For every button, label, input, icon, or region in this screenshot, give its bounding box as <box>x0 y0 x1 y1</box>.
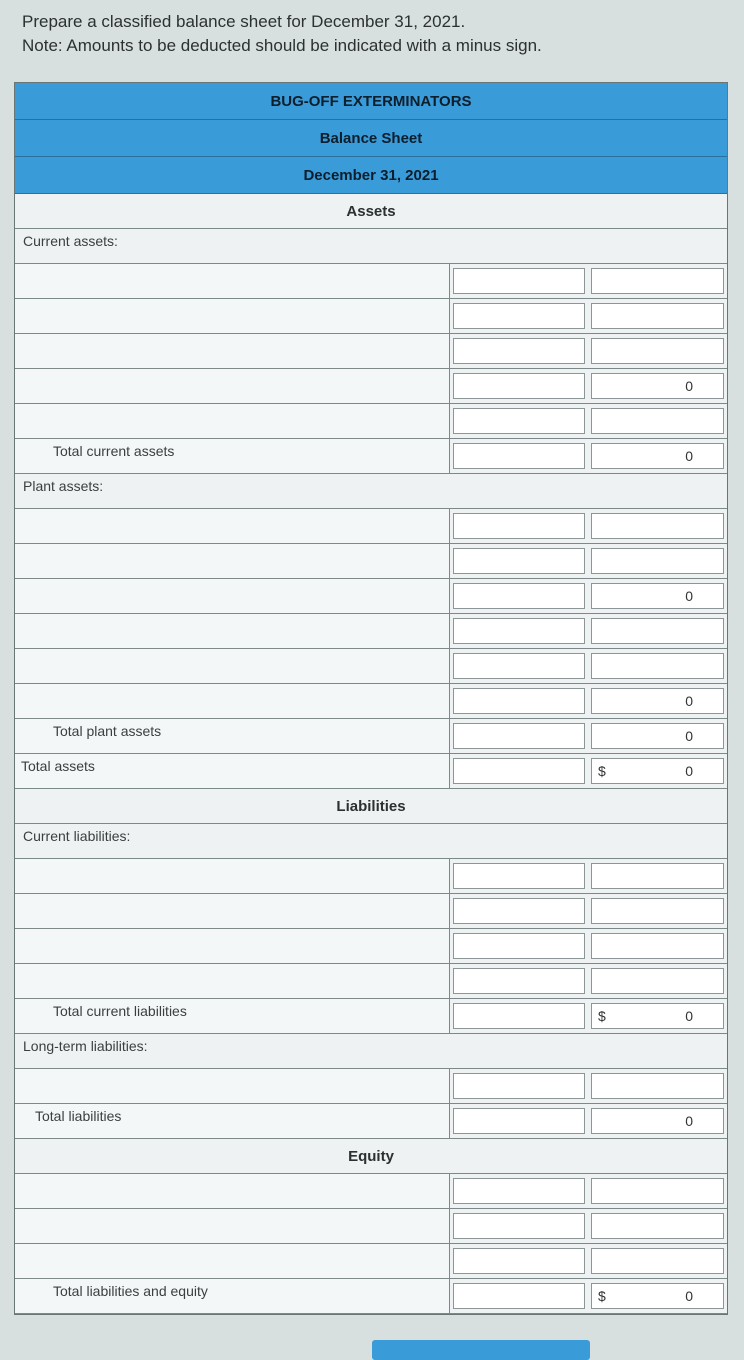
total-current-assets-value: 0 <box>685 448 693 464</box>
total-input[interactable] <box>591 268 724 294</box>
total-liabilities-value: 0 <box>685 1113 693 1129</box>
total-input[interactable] <box>591 443 724 469</box>
table-row <box>15 404 727 439</box>
account-input[interactable] <box>15 299 450 333</box>
total-input[interactable] <box>591 408 724 434</box>
table-row <box>15 264 727 299</box>
total-liabilities-and-equity-value: 0 <box>685 1288 693 1304</box>
total-input[interactable] <box>591 618 724 644</box>
table-row <box>15 1104 727 1139</box>
amount-input[interactable] <box>453 1283 585 1309</box>
amount-input[interactable] <box>453 338 585 364</box>
account-input[interactable] <box>15 334 450 368</box>
account-input[interactable] <box>15 404 450 438</box>
account-input[interactable] <box>15 859 450 893</box>
amount-input[interactable] <box>453 303 585 329</box>
total-current-assets-label: Total current assets <box>15 439 450 473</box>
account-input[interactable] <box>15 544 450 578</box>
table-row <box>15 509 727 544</box>
table-row <box>15 1209 727 1244</box>
total-input[interactable] <box>591 723 724 749</box>
amount-input[interactable] <box>453 1178 585 1204</box>
label-current-assets: Current assets: <box>15 229 727 264</box>
account-input[interactable] <box>15 1209 450 1243</box>
total-input[interactable] <box>591 1283 724 1309</box>
amount-input[interactable] <box>453 1213 585 1239</box>
total-assets-value: 0 <box>685 763 693 779</box>
total-input[interactable] <box>591 968 724 994</box>
table-row <box>15 614 727 649</box>
section-assets: Assets <box>15 194 727 229</box>
section-liabilities: Liabilities <box>15 789 727 824</box>
total-input[interactable] <box>591 898 724 924</box>
account-input[interactable] <box>15 649 450 683</box>
amount-input[interactable] <box>453 408 585 434</box>
account-input[interactable] <box>15 369 450 403</box>
table-row <box>15 369 727 404</box>
amount-input[interactable] <box>453 548 585 574</box>
amount-input[interactable] <box>453 1073 585 1099</box>
total-plant-assets-label: Total plant assets <box>15 719 450 753</box>
amount-input[interactable] <box>453 583 585 609</box>
table-row <box>15 754 727 789</box>
account-input[interactable] <box>15 1069 450 1103</box>
table-row <box>15 894 727 929</box>
total-plant-assets-value: 0 <box>685 728 693 744</box>
table-row <box>15 1279 727 1314</box>
label-long-term-liabilities: Long-term liabilities: <box>15 1034 727 1069</box>
table-row <box>15 1244 727 1279</box>
amount-input[interactable] <box>453 688 585 714</box>
table-row <box>15 1174 727 1209</box>
account-input[interactable] <box>15 614 450 648</box>
amount-input[interactable] <box>453 618 585 644</box>
account-input[interactable] <box>15 894 450 928</box>
label-current-liabilities: Current liabilities: <box>15 824 727 859</box>
amount-input[interactable] <box>453 863 585 889</box>
total-input[interactable] <box>591 1178 724 1204</box>
current-assets-subtotal: 0 <box>685 378 693 394</box>
amount-input[interactable] <box>453 443 585 469</box>
table-row <box>15 334 727 369</box>
total-current-liabilities-value: 0 <box>685 1008 693 1024</box>
account-input[interactable] <box>15 264 450 298</box>
statement-date: December 31, 2021 <box>15 157 727 194</box>
account-input[interactable] <box>15 579 450 613</box>
table-row <box>15 859 727 894</box>
total-input[interactable] <box>591 1003 724 1029</box>
plant-subtotal-2: 0 <box>685 693 693 709</box>
instruction-line-2: Note: Amounts to be deducted should be indicated with a minus sign. <box>22 36 542 55</box>
total-input[interactable] <box>591 758 724 784</box>
total-liabilities-label: Total liabilities <box>15 1104 450 1138</box>
table-row <box>15 579 727 614</box>
total-input[interactable] <box>591 653 724 679</box>
table-row <box>15 299 727 334</box>
amount-input[interactable] <box>453 723 585 749</box>
account-input[interactable] <box>15 1244 450 1278</box>
total-input[interactable] <box>591 548 724 574</box>
company-name: BUG-OFF EXTERMINATORS <box>15 83 727 120</box>
currency-symbol: $ <box>598 1288 606 1304</box>
table-row <box>15 929 727 964</box>
amount-input[interactable] <box>453 373 585 399</box>
currency-symbol: $ <box>598 763 606 779</box>
total-input[interactable] <box>591 583 724 609</box>
table-row <box>15 544 727 579</box>
account-input[interactable] <box>15 684 450 718</box>
total-input[interactable] <box>591 1073 724 1099</box>
amount-input[interactable] <box>453 758 585 784</box>
table-row <box>15 649 727 684</box>
currency-symbol: $ <box>598 1008 606 1024</box>
balance-sheet-form <box>14 82 728 1315</box>
amount-input[interactable] <box>453 933 585 959</box>
amount-input[interactable] <box>453 898 585 924</box>
amount-input[interactable] <box>453 653 585 679</box>
statement-title: Balance Sheet <box>15 120 727 157</box>
total-input[interactable] <box>591 863 724 889</box>
total-current-liabilities-label: Total current liabilities <box>15 999 450 1033</box>
total-input[interactable] <box>591 1108 724 1134</box>
total-input[interactable] <box>591 338 724 364</box>
instruction-line-1: Prepare a classified balance sheet for December 31, 2021. <box>22 12 466 31</box>
amount-input[interactable] <box>453 268 585 294</box>
table-row <box>15 684 727 719</box>
amount-input[interactable] <box>453 1003 585 1029</box>
total-input[interactable] <box>591 1248 724 1274</box>
account-input[interactable] <box>15 509 450 543</box>
account-input[interactable] <box>15 1174 450 1208</box>
plant-subtotal-1: 0 <box>685 588 693 604</box>
amount-input[interactable] <box>453 1108 585 1134</box>
total-input[interactable] <box>591 688 724 714</box>
account-input[interactable] <box>15 964 450 998</box>
amount-input[interactable] <box>453 1248 585 1274</box>
section-equity: Equity <box>15 1139 727 1174</box>
amount-input[interactable] <box>453 513 585 539</box>
table-row <box>15 439 727 474</box>
total-input[interactable] <box>591 303 724 329</box>
table-row <box>15 1069 727 1104</box>
continue-button[interactable] <box>372 1340 590 1360</box>
label-plant-assets: Plant assets: <box>15 474 727 509</box>
total-assets-label: Total assets <box>15 754 450 788</box>
total-input[interactable] <box>591 1213 724 1239</box>
table-row <box>15 719 727 754</box>
table-row <box>15 999 727 1034</box>
amount-input[interactable] <box>453 968 585 994</box>
instructions <box>22 10 542 58</box>
total-input[interactable] <box>591 373 724 399</box>
total-input[interactable] <box>591 513 724 539</box>
account-input[interactable] <box>15 929 450 963</box>
table-row <box>15 964 727 999</box>
total-liabilities-and-equity-label: Total liabilities and equity <box>15 1279 450 1313</box>
total-input[interactable] <box>591 933 724 959</box>
